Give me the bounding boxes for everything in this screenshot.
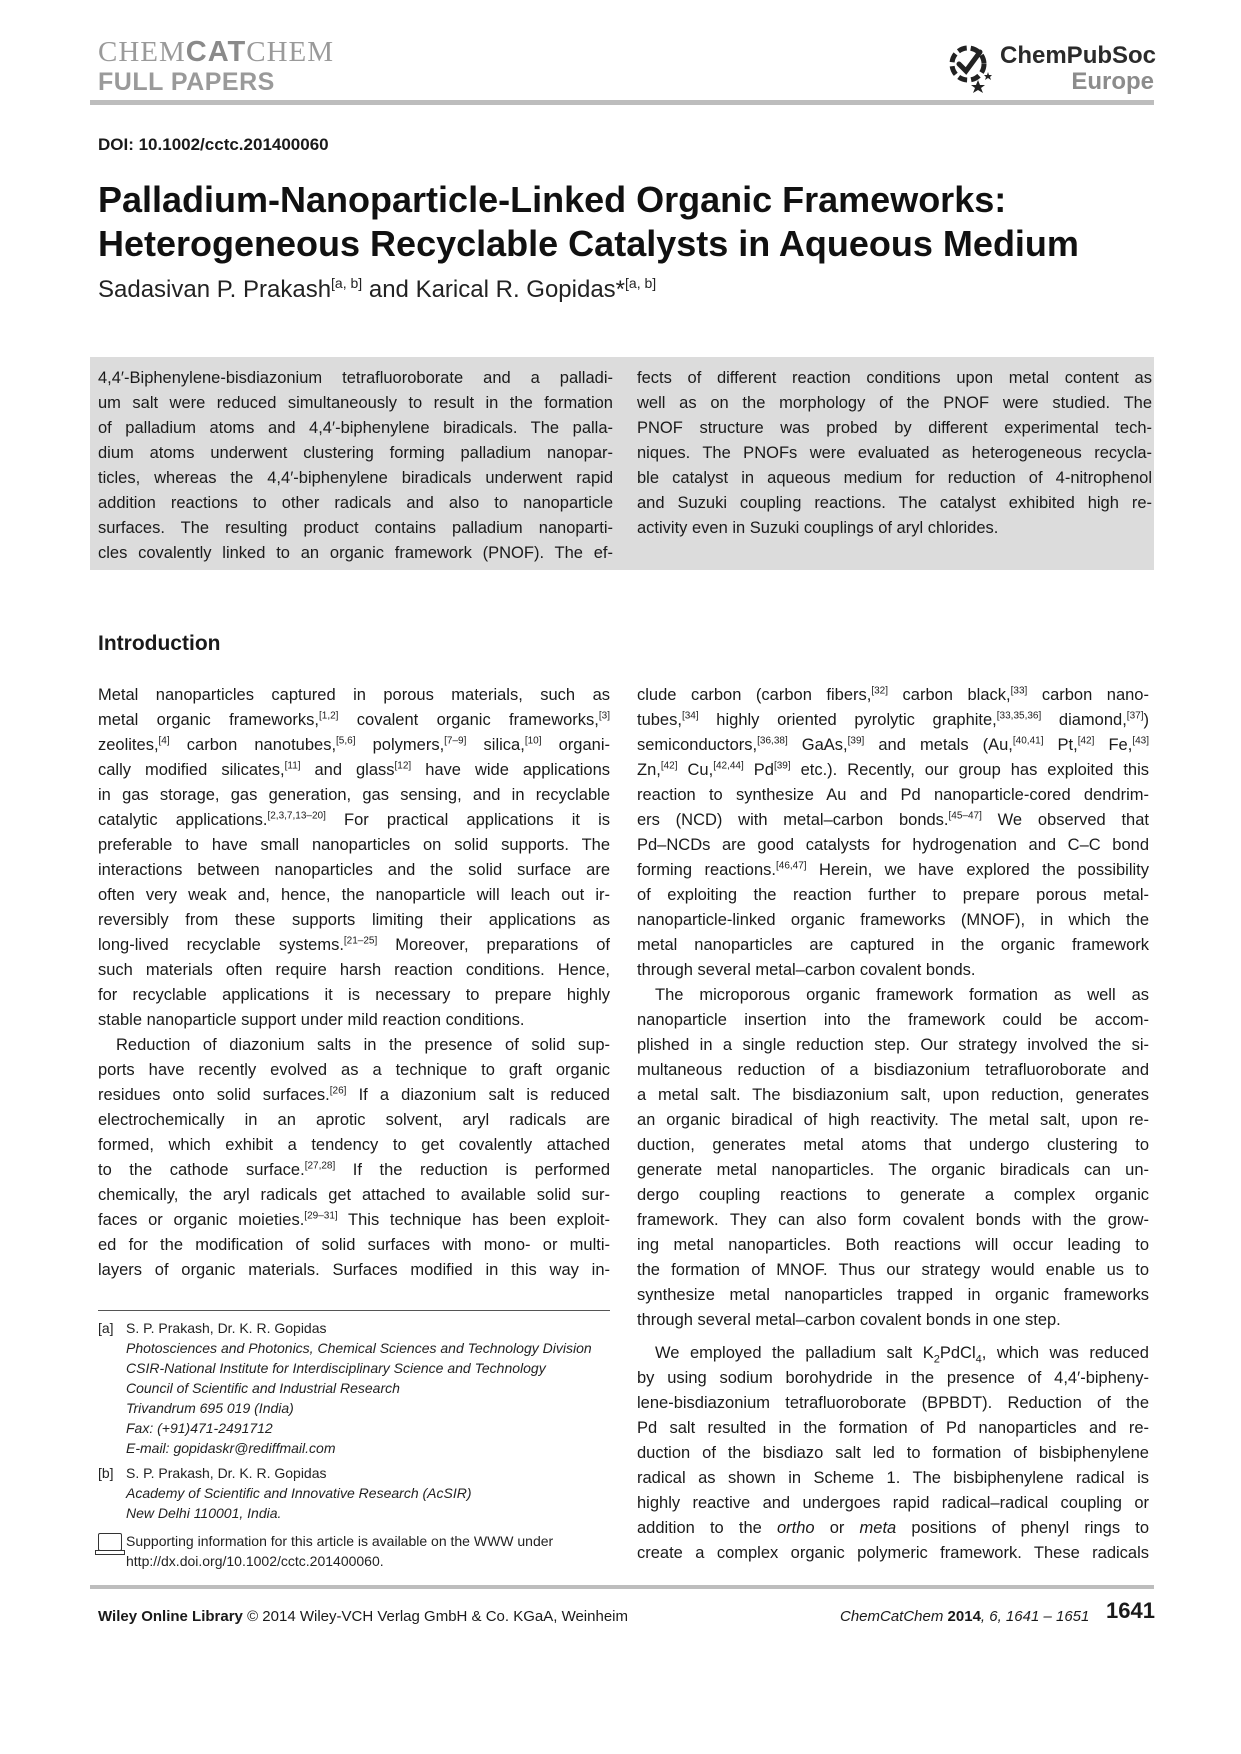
body-line: electrochemically in an aprotic solvent, aryl radicals are (98, 1111, 610, 1129)
body-line: plished in a single reduction step. Our strategy involved the si- (637, 1036, 1149, 1054)
section-heading: Introduction (98, 632, 221, 655)
citation: [2,3,7,13–20] (267, 810, 326, 822)
body-line: metal nanoparticles are captured in the organic framework (637, 936, 1149, 954)
citation: [43] (1132, 735, 1149, 747)
citation: [11] (284, 760, 301, 772)
footnote-line: Fax: (+91)471-2491712 (126, 1420, 273, 1436)
body-line: generate metal nanoparticles. The organic biradicals can un- (637, 1161, 1149, 1179)
citation: [27,28] (304, 1160, 336, 1172)
body-line: Metal nanoparticles captured in porous materials, such as (98, 686, 610, 704)
citation: [39] (773, 760, 791, 772)
logo-subtitle: Europe (1071, 68, 1154, 95)
body-line: semiconductors,[36,38] GaAs,[39] and metals (Au,[40,41] Pt,[42] Fe,[43] (637, 735, 1149, 754)
body-line: synthesize metal nanoparticles trapped in organic frameworks (637, 1286, 1149, 1304)
abstract-line: surfaces. The resulting product contains palladium nanoparti- (98, 519, 613, 537)
citation: [45–47] (948, 810, 982, 822)
citation: [4] (158, 735, 170, 747)
footnote-line: Council of Scientific and Industrial Research (126, 1380, 400, 1396)
doi: DOI: 10.1002/cctc.201400060 (98, 135, 329, 154)
page-number: 1641 (1106, 1598, 1155, 1623)
footnote-line: Supporting information for this article is available on the WWW under (126, 1533, 554, 1549)
citation: [32] (871, 685, 889, 697)
footnote-line: Trivandrum 695 019 (India) (126, 1400, 294, 1416)
body-line: catalytic applications.[2,3,7,13–20] For practical applications it is (98, 810, 610, 829)
citation: [36,38] (757, 735, 788, 747)
citation: [21–25] (343, 935, 378, 947)
header-rule (90, 100, 1154, 105)
citation: [46,47] (776, 860, 807, 872)
footnote-a (98, 1318, 610, 1458)
body-line: such materials often require harsh reaction conditions. Hence, (98, 961, 610, 979)
body-line: the formation of MNOF. Thus our strategy would enable us to (637, 1261, 1149, 1279)
footnote-rule (98, 1310, 610, 1311)
citation: [12] (394, 760, 412, 772)
supporting-info-link[interactable]: http://dx.doi.org/10.1002/cctc.201400060. (126, 1553, 384, 1569)
body-line: duction, generates metal atoms that undergo clustering to (637, 1136, 1149, 1154)
body-line: Reduction of diazonium salts in the presence of solid sup- (116, 1036, 610, 1054)
author-name: Sadasivan P. Prakash (98, 276, 332, 303)
body-line: highly reactive and undergoes rapid radical–radical coupling or (637, 1494, 1149, 1512)
citation: [33] (1010, 685, 1028, 697)
citation: [7–9] (444, 735, 467, 747)
footnote-line: S. P. Prakash, Dr. K. R. Gopidas (126, 1465, 327, 1481)
body-line: metal organic frameworks,[1,2] covalent organic frameworks,[3] (98, 710, 610, 729)
body-line: lene-bisdiazonium tetrafluoroborate (BPBDT). Reduction of the (637, 1394, 1149, 1412)
body-line: We employed the palladium salt $K_2PdCl_4$, which was reduced (655, 1344, 1149, 1366)
body-left-column (98, 683, 610, 1283)
author-list: Sadasivan P. Prakash[a, b] and Karical R. Gopidas*[a, b] (98, 275, 657, 303)
body-line: Pd–NCDs are good catalysts for hydrogenation and C–C bond (637, 836, 1149, 854)
footer-citation: ChemCatChem 2014, 6, 1641 – 1651 (840, 1608, 1090, 1625)
citation: [26] (329, 1085, 347, 1097)
body-line: by using sodium borohydride in the presence of 4,4′-bipheny- (637, 1369, 1149, 1387)
body-line: multaneous reduction of a bisdiazonium tetrafluoroborate and (637, 1061, 1149, 1079)
body-line: nanoparticle-linked organic frameworks (MNOF), in which the (637, 911, 1149, 929)
citation: [40,41] (1012, 735, 1044, 747)
abstract-line: fects of different reaction conditions upon metal content as (637, 369, 1152, 387)
abstract-line: dium atoms underwent clustering forming palladium nanopar- (98, 444, 613, 462)
citation: [42] (1077, 735, 1095, 747)
citation: [5,6] (336, 735, 356, 747)
body-line: nanoparticle insertion into the framework could be accom- (637, 1011, 1149, 1029)
body-line: of exploiting the reaction further to prepare porous metal- (637, 886, 1149, 904)
body-line: ing metal nanoparticles. Both reactions will occur leading to (637, 1236, 1149, 1254)
logo-name: ChemPubSoc (1000, 42, 1157, 69)
body-line: preferable to have small nanoparticles on solid supports. The (98, 836, 610, 854)
footnote-line: S. P. Prakash, Dr. K. R. Gopidas (126, 1320, 327, 1336)
footer-copyright: Wiley Online Library © 2014 Wiley-VCH Verlag GmbH & Co. KGaA, Weinheim (98, 1608, 628, 1625)
body-line: residues onto solid surfaces.[26] If a diazonium salt is reduced (98, 1085, 610, 1104)
body-line: radical as shown in Scheme 1. The bisbiphenylene radical is (637, 1469, 1149, 1487)
abstract-line: addition reactions to other radicals and also to nanoparticle (98, 494, 613, 512)
body-line: tubes,[34] highly oriented pyrolytic graphite,[33,35,36] diamond,[37]) (637, 710, 1149, 729)
body-line: dergo coupling reactions to generate a complex organic (637, 1186, 1149, 1204)
citation: [34] (681, 710, 699, 722)
section-label: FULL PAPERS (98, 68, 275, 96)
body-line: long-lived recyclable systems.[21–25] Moreover, preparations of (98, 935, 610, 954)
body-line: often very weak and, hence, the nanoparticle will leach out ir- (98, 886, 610, 904)
author-name: Karical R. Gopidas* (415, 276, 626, 303)
abstract-line: um salt were reduced simultaneously to result in the formation (98, 394, 613, 412)
body-line: duction of the bisdiazo salt led to formation of bisbiphenylene (637, 1444, 1149, 1462)
body-line: The microporous organic framework formation as well as (655, 986, 1149, 1004)
title-line: Heterogeneous Recyclable Catalysts in Aqueous Medium (98, 223, 1079, 264)
citation: [1,2] (318, 710, 339, 722)
citation: [3] (598, 710, 610, 722)
abstract-line: 4,4′-Biphenylene-bisdiazonium tetrafluoroborate and a palladi- (98, 369, 613, 387)
citation: [42] (660, 760, 678, 772)
body-line: to the cathode surface.[27,28] If the reduction is performed (98, 1160, 610, 1179)
footnote-line: CSIR-National Institute for Interdisciplinary Science and Technology (126, 1360, 546, 1376)
footnote-line: E-mail: gopidaskr@rediffmail.com (126, 1440, 336, 1456)
title-line: Palladium-Nanoparticle-Linked Organic Frameworks: (98, 179, 1007, 220)
footnote-tag: [b] (98, 1465, 114, 1481)
abstract-line: of palladium atoms and 4,4′-biphenylene biradicals. The palla- (98, 419, 613, 437)
body-line: reaction to synthesize Au and Pd nanoparticle-cored dendrim- (637, 786, 1149, 804)
body-line: an organic biradical of high reactivity. The metal salt, upon re- (637, 1111, 1149, 1129)
abstract-line: cles covalently linked to an organic framework (PNOF). The ef- (98, 544, 613, 562)
body-line: ers (NCD) with metal–carbon bonds.[45–47] We observed that (637, 810, 1149, 829)
body-line: chemically, the aryl radicals get attached to available solid sur- (98, 1186, 610, 1204)
affiliation-mark: [a, b] (625, 275, 657, 291)
body-line: in gas storage, gas generation, gas sensing, and in recyclable (98, 786, 610, 804)
footnote-line: New Delhi 110001, India. (126, 1505, 282, 1521)
body-line: forming reactions.[46,47] Herein, we have explored the possibility (637, 860, 1150, 879)
footnote-line: Academy of Scientific and Innovative Research (AcSIR) (126, 1485, 472, 1501)
body-line: ports have recently evolved as a technique to graft organic (98, 1061, 610, 1079)
supporting-info-note (98, 1531, 610, 1573)
body-line: formed, which exhibit a tendency to get covalently attached (98, 1136, 610, 1154)
body-line: through several metal–carbon covalent bonds in one step. (637, 1311, 1061, 1329)
article-title (98, 178, 1158, 266)
citation: [33,35,36] (996, 710, 1042, 722)
body-line: framework. They can also form covalent bonds with the grow- (637, 1211, 1149, 1229)
body-line: reversibly from these supports limiting their applications as (98, 911, 610, 929)
abstract-right-column (637, 366, 1152, 541)
body-line: Zn,[42] Cu,[42,44] Pd[39] etc.). Recently, our group has exploited this (637, 760, 1149, 779)
abstract-line: activity even in Suzuki couplings of aryl chlorides. (637, 519, 999, 537)
body-line: Pd salt resulted in the formation of Pd nanoparticles and re- (637, 1419, 1149, 1437)
chempubsoc-emblem-icon (944, 38, 994, 94)
body-line: create a complex organic polymeric framework. These radicals (637, 1544, 1149, 1562)
body-line: cally modified silicates,[11] and glass[12] have wide applications (98, 760, 610, 779)
body-line: zeolites,[4] carbon nanotubes,[5,6] polymers,[7–9] silica,[10] organi- (98, 735, 610, 754)
abstract-line: ticles, whereas the 4,4′-biphenylene biradicals underwent rapid (98, 469, 613, 487)
footer-rule (90, 1585, 1154, 1589)
body-line: clude carbon (carbon fibers,[32] carbon black,[33] carbon nano- (637, 685, 1149, 704)
body-line: stable nanoparticle support under mild reaction conditions. (98, 1011, 525, 1029)
body-line: through several metal–carbon covalent bonds. (637, 961, 976, 979)
body-line: interactions between nanoparticles and the solid surface are (98, 861, 610, 879)
body-line: for recyclable applications it is necessary to prepare highly (98, 986, 610, 1004)
body-line: a metal salt. The bisdiazonium salt, upon reduction, generates (637, 1086, 1149, 1104)
citation: [29–31] (304, 1210, 338, 1222)
affiliation-mark: [a, b] (331, 275, 363, 291)
body-line: ed for the modification of solid surfaces with mono- or multi- (98, 1236, 610, 1254)
footnote-b (98, 1463, 610, 1525)
citation: [39] (847, 735, 865, 747)
abstract-left-column (98, 366, 613, 566)
citation: [37] (1126, 710, 1144, 722)
citation: [42,44] (713, 760, 744, 772)
body-line: faces or organic moieties.[29–31] This technique has been exploit- (98, 1210, 610, 1229)
wiley-online-library-link[interactable]: Wiley Online Library (98, 1608, 243, 1625)
footnote-line: Photosciences and Photonics, Chemical Sciences and Technology Division (126, 1340, 592, 1356)
abstract-line: and Suzuki coupling reactions. The catalyst exhibited high re- (637, 494, 1152, 512)
body-line: layers of organic materials. Surfaces modified in this way in- (98, 1261, 610, 1279)
abstract-line: well as on the morphology of the PNOF were studied. The (637, 394, 1152, 412)
footnote-tag: [a] (98, 1320, 114, 1336)
publisher-logo (944, 38, 1157, 96)
abstract-line: PNOF structure was probed by different experimental tech- (637, 419, 1152, 437)
journal-name: CHEMCATCHEM (98, 36, 335, 68)
body-right-column (637, 683, 1149, 1566)
citation: [10] (524, 735, 542, 747)
abstract-line: niques. The PNOFs were evaluated as heterogeneous recycla- (637, 444, 1152, 462)
body-line: addition to the ortho or meta positions of phenyl rings to (637, 1519, 1150, 1537)
abstract-line: ble catalyst in aqueous medium for reduction of 4-nitrophenol (637, 469, 1152, 487)
